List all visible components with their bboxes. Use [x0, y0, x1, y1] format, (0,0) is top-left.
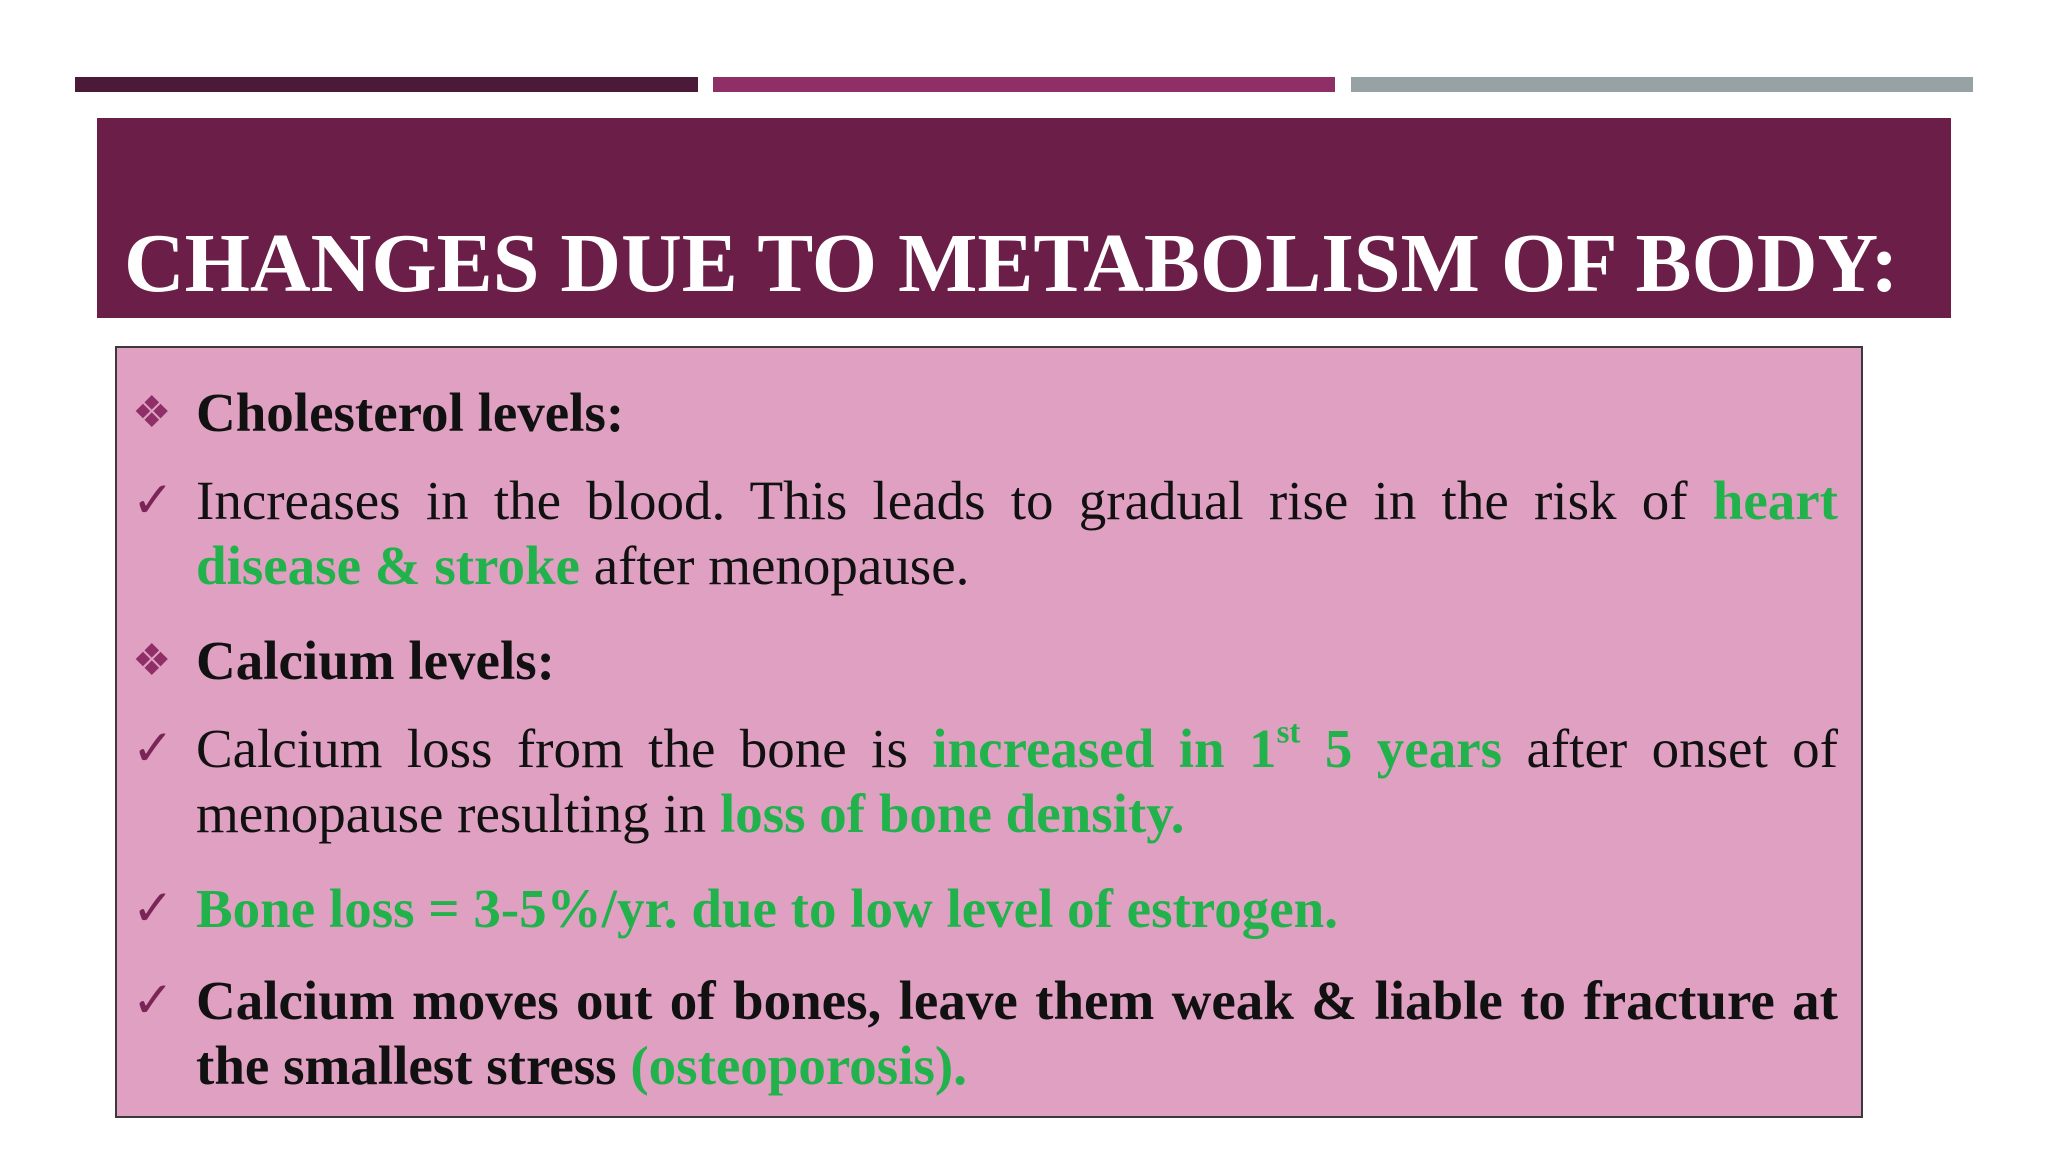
calcium-heading-item: [132, 628, 1838, 693]
calcium-point-3-highlight: (osteoporosis).: [630, 1035, 967, 1096]
check-bullet-icon: ✓: [132, 472, 174, 528]
cholesterol-heading: Cholesterol levels:: [196, 382, 625, 443]
cholesterol-point-1: [132, 468, 1838, 598]
content-box: [115, 346, 1863, 1118]
calcium-point-2: [132, 876, 1838, 941]
accent-bar-dark: [75, 77, 698, 92]
calcium-point-1-text: [196, 716, 1838, 846]
check-bullet-icon: ✓: [132, 880, 174, 936]
calcium-point-3-text: [196, 968, 1838, 1098]
calcium-point-1-highlight-2: loss of bone density.: [719, 783, 1185, 844]
calcium-heading: Calcium levels:: [196, 630, 555, 691]
calcium-point-1-highlight-b: 5 years: [1300, 718, 1503, 779]
cholesterol-point-1-text: [196, 468, 1838, 598]
calcium-point-1-part2: after onset of menopause resulting in: [196, 718, 1838, 844]
calcium-point-2-text: Bone loss = 3-5%/yr. due to low level of estrogen.: [196, 878, 1338, 939]
cholesterol-point-1-part1: Increases in the blood. This leads to gradual rise in the risk of: [196, 470, 1713, 531]
calcium-point-1-highlight-a: increased in 1: [932, 718, 1277, 779]
calcium-point-1-part1: Calcium loss from the bone is: [196, 718, 933, 779]
accent-bar-gray: [1351, 77, 1973, 92]
title-band: [97, 118, 1951, 318]
calcium-point-3: [132, 968, 1838, 1098]
diamond-bullet-icon: ❖: [132, 388, 172, 437]
check-bullet-icon: ✓: [132, 972, 174, 1028]
cholesterol-point-1-part2: after menopause.: [579, 535, 970, 596]
cholesterol-point-1-highlight: heart disease & stroke: [196, 470, 1838, 596]
calcium-point-3-part1: Calcium moves out of bones, leave them weak & liable to fracture at the smallest stress: [196, 970, 1838, 1096]
slide-title: CHANGES DUE TO METABOLISM OF BODY:: [124, 217, 1899, 310]
cholesterol-heading-item: [132, 380, 1838, 445]
accent-bar-magenta: [713, 77, 1335, 92]
diamond-bullet-icon: ❖: [132, 636, 172, 685]
check-bullet-icon: ✓: [132, 720, 174, 776]
calcium-point-1-superscript: st: [1276, 714, 1301, 751]
calcium-point-1: [132, 716, 1838, 846]
